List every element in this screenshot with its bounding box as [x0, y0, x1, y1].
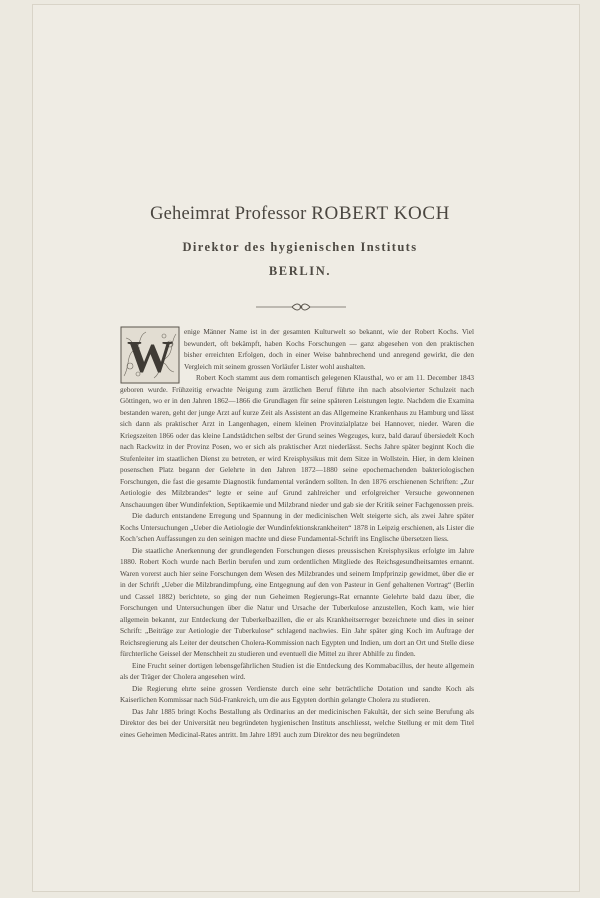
paragraph: Die dadurch entstandene Erregung und Spannung in der medicinischen Welt steigerte sich, als zwei Jahre später Kochs Untersuchungen „Ueber die Aetiologie der Wundinfektionskrankheiten“ 1878 in Leipzig erschienen, als Lister die Koch’schen Auffassungen zu den seinigen machte und diese Fundamental-Schrift ins Englische übersetzen liess.	[120, 511, 474, 543]
divider-ornament-icon	[256, 302, 346, 312]
page-subtitle: Direktor des hygienischen Instituts	[182, 240, 418, 254]
paragraph: Das Jahr 1885 bringt Kochs Bestallung als Ordinarius an der medicinischen Fakultät, der sich seine Berufung als Direktor des bei der Universität neu begründeten hygienischen Instituts anschliesst, welche Stellung er mit dem Titel eines Geheimen Medicinal-Rates antritt. Im Jahre 1891 auch zum Direktor des neu begründeten	[120, 706, 474, 739]
title-name: ROBERT KOCH	[311, 203, 450, 224]
page-title	[0, 203, 600, 225]
title-prefix: Geheimrat Professor	[150, 204, 307, 224]
initial-letter: W	[127, 331, 173, 382]
article-body	[120, 326, 474, 740]
paragraph: Die Regierung ehrte seine grossen Verdienste durch eine sehr beträchtliche Dotation und sandte Koch als Kaiserlichen Kommissar nach Süd-Frankreich, um die aus Egypten dorthin gelangte Cholera zu studieren.	[120, 683, 474, 704]
paragraph: enige Männer Name ist in der gesamten Kulturwelt so bekannt, wie der Robert Kochs. Viel bewundert, oft bekämpft, haben Kochs Forschungen — ganz abgesehen von den praktischen bisher erreichten Erfolgen, doch in einer Weise bahnbrechend und anregend gewirkt, die den Vergleich mit seinem grossen Vorläufer Lister wohl aushalten.	[184, 327, 474, 371]
page-city: BERLIN.	[268, 264, 332, 278]
paragraph: Die staatliche Anerkennung der grundlegenden Forschungen dieses preussischen Kreisphysikus erfolgte im Jahre 1880. Robert Koch wurde nach Berlin berufen und zum ordentlichen Mitgliede des Reichsgesundheitsamtes ernannt. Waren vorerst auch hier seine Forschungen dem Wesen des Milzbrandes und seinem Impfprinzip gewidmet, über die er in der Schrift „Ueber die Milzbrandimpfung, eine Entgegnung auf den von Pasteur in Genf gehaltenen Vortrag“ (Berlin und Cassel 1882) berichtete, so ging der nun Geheimen Regierungs-Rat ernannte Gelehrte bald dazu über, die Forschungen und Untersuchungen über die Natur und Ursache der Tuberkulose anzustellen, Koch kam, wie hier allgemein bekannt, zur Entdeckung der Tuberkelbazillen, die er als Krankheitserreger bezeichnete und dies in seiner Schrift: „Beiträge zur Aetiologie der Tuberkulose“ schlagend nachwies. Ein Jahr später ging Koch im Auftrage der Reichsregierung als Leiter der deutschen Cholera-Kommission nach Egypten und Indien, um dort an Ort und Stelle diese fürchterliche Geissel der Menschheit zu studieren und eventuell die Mittel zu ihrer Abhilfe zu finden.	[120, 545, 474, 658]
paragraph: Eine Frucht seiner dortigen lebensgefährlichen Studien ist die Entdeckung des Kommabacillus, der heute allgemein als der Träger der Cholera angesehen wird.	[120, 660, 474, 681]
paragraph: Robert Koch stammt aus dem romantisch gelegenen Klausthal, wo er am 11. December 1843 geboren wurde. Frühzeitig erwachte Neigung zum ärztlichen Beruf führte ihn nach absolvierter Schulzeit nach Göttingen, wo er in den Jahren 1862—1866 die Grundlagen für seine späteren Leistungen legte. Nachdem die Examina bestanden waren, geht der junge Arzt auf kurze Zeit als Assistent an das Allgemeine Krankenhaus zu Hamburg und lässt sich dann als praktischer Arzt in Langenhagen, einem kleinen Provinzialplatze bei Hannover, nieder. Waren die Kriegszeiten 1866 oder das kleine Landstädtchen selbst der Grund seines Wegzuges, kurz, bald darauf übersiedelt Koch nach Rackwitz in der Provinz Posen, wo er sich als praktischer Arzt niederlässt. Sechs Jahre später beginnt Koch die Stufenleiter im staatlichen Dienst zu betreten, er wird Kreisphysikus mit dem Sitze in Wollstein. Hier, in dem kleinen posenschen Platz begann der Gelehrte in den Jahren 1872—1880 seine epochemachenden bakteriologischen Forschungen, die fast die gesamte Diagnostik fundamental verändern sollten. In den 1876 erschienenen Schriften: „Zur Aetiologie des Milzbrandes“ legte er seine auf Grund zahlreicher und erfolgreicher Versuche gewonnenen Anschauungen über Wundinfektion, Septikaemie und Milzbrand nieder und gab sie der Kritik seiner Fachgenossen preis.	[120, 373, 474, 509]
